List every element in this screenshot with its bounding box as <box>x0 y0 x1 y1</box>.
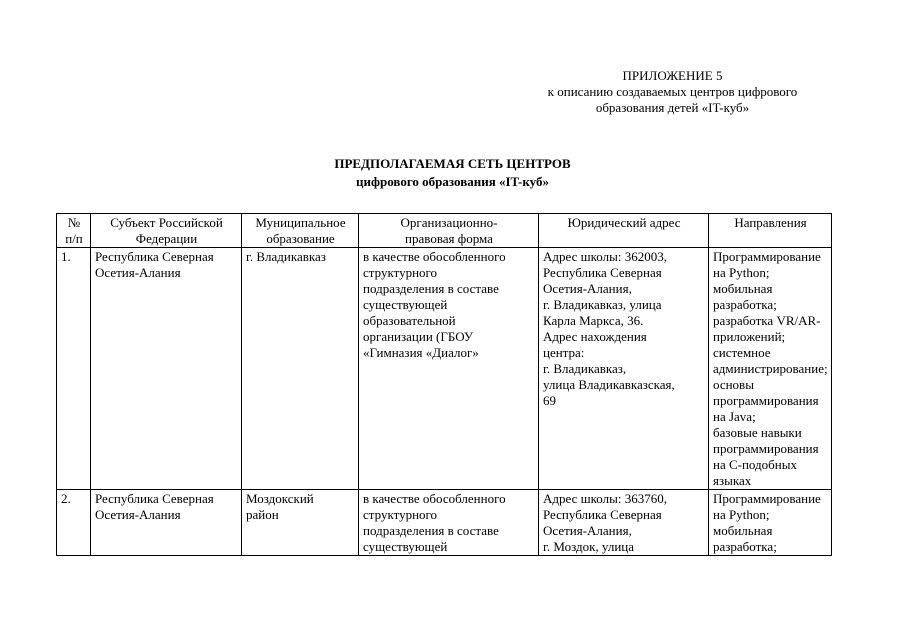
header-number: № п/п <box>57 214 91 248</box>
appendix-note <box>500 68 845 116</box>
cell-number: 2. <box>57 490 91 556</box>
cell-directions: Программирование на Python; мобильная разработка; разработка VR/AR- приложений; системное администрирование; основы программирования на Java; базовые навыки программирования на С-подобных языках <box>709 248 832 490</box>
title-line-2: цифрового образования «IT-куб» <box>356 174 549 189</box>
cell-legal-form: в качестве обособленного структурного подразделения в составе существующей образовательной организации (ГБОУ «Гимназия «Диалог» <box>359 248 539 490</box>
title-line-1: ПРЕДПОЛАГАЕМАЯ СЕТЬ ЦЕНТРОВ <box>334 156 571 171</box>
header-legal-address: Юридический адрес <box>539 214 709 248</box>
header-subject: Субъект Российской Федерации <box>91 214 242 248</box>
cell-legal-address: Адрес школы: 362003, Республика Северная Осетия-Алания, г. Владикавказ, улица Карла Маркса, 36. Адрес нахождения центра: г. Владикавказ, улица Владикавказская, 69 <box>539 248 709 490</box>
table-row <box>57 248 832 490</box>
appendix-description-2: образования детей «IT-куб» <box>595 100 750 115</box>
header-legal-form: Организационно- правовая форма <box>359 214 539 248</box>
cell-municipality: Моздокский район <box>242 490 359 556</box>
cell-subject: Республика Северная Осетия-Алания <box>91 490 242 556</box>
header-directions: Направления <box>709 214 832 248</box>
cell-legal-form: в качестве обособленного структурного подразделения в составе существующей <box>359 490 539 556</box>
appendix-label: ПРИЛОЖЕНИЕ 5 <box>622 68 723 83</box>
cell-municipality: г. Владикавказ <box>242 248 359 490</box>
cell-directions: Программирование на Python; мобильная разработка; <box>709 490 832 556</box>
centers-table <box>56 213 832 556</box>
document-title <box>0 155 905 191</box>
table-header-row <box>57 214 832 248</box>
header-municipality: Муниципальное образование <box>242 214 359 248</box>
appendix-description: к описанию создаваемых центров цифрового <box>547 84 798 99</box>
cell-legal-address: Адрес школы: 363760, Республика Северная Осетия-Алания, г. Моздок, улица <box>539 490 709 556</box>
cell-number: 1. <box>57 248 91 490</box>
cell-subject: Республика Северная Осетия-Алания <box>91 248 242 490</box>
table-row <box>57 490 832 556</box>
